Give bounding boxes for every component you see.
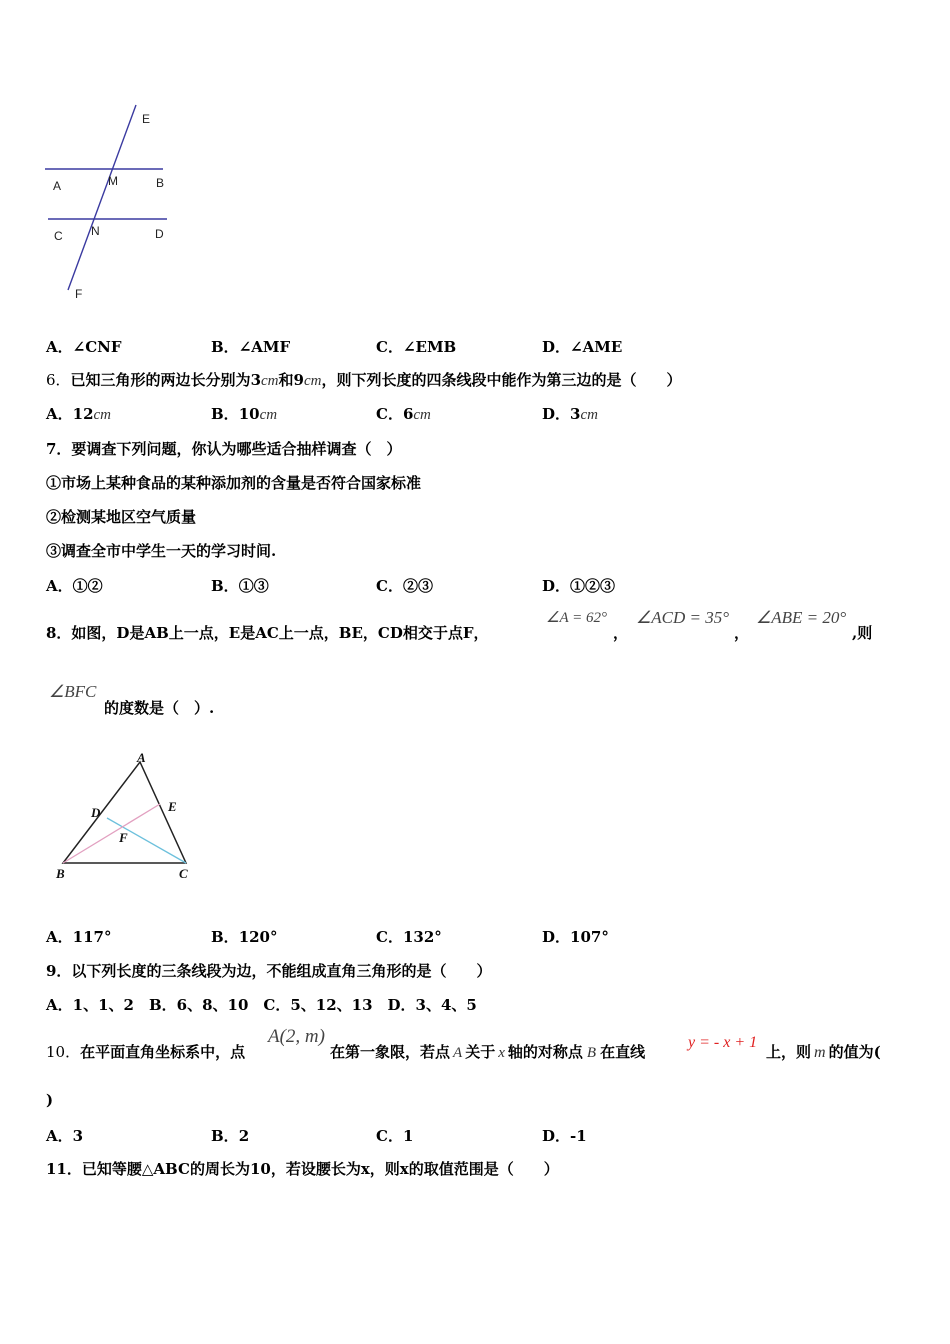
q7-option-d[interactable]: D．①②③: [542, 577, 616, 595]
q7-option-c[interactable]: C．②③: [376, 577, 433, 595]
q8-sep-2: ，: [734, 624, 750, 642]
q6-option-b[interactable]: B．10cm: [211, 405, 278, 423]
q9-options[interactable]: A．1、1、2 B．6、8、10 C．5、12、13 D．3、4、5: [46, 996, 477, 1014]
q5-option-b[interactable]: B．∠AMF: [211, 338, 291, 356]
q10-option-d[interactable]: D．-1: [542, 1127, 587, 1145]
label-b: B: [56, 866, 65, 881]
q10-option-b[interactable]: B．2: [211, 1127, 250, 1145]
transversal-ef: [68, 105, 136, 290]
q10-point-a: A(2, m): [268, 1026, 325, 1047]
label-f: F: [75, 287, 83, 301]
label-c: C: [54, 229, 63, 243]
q10-option-c[interactable]: C．1: [376, 1127, 414, 1145]
q6-stem: 6．已知三角形的两边长分别为3cm和9cm，则下列长度的四条线段中能作为第三边的是（ ）: [46, 371, 682, 389]
q8-then: ,则: [852, 624, 873, 642]
q6-option-a[interactable]: A．12cm: [46, 405, 112, 423]
label-a: A: [53, 179, 62, 193]
label-c: C: [179, 866, 188, 881]
label-e: E: [168, 799, 177, 814]
q9-stem: 9．以下列长度的三条线段为边，不能组成直角三角形的是（ ）: [46, 962, 492, 980]
label-b: B: [156, 176, 165, 190]
label-m: M: [108, 174, 118, 188]
q10-close-paren: ): [46, 1091, 54, 1109]
q8-sep-1: ，: [613, 624, 629, 642]
q8-option-d[interactable]: D．107°: [542, 928, 609, 946]
q8-stem: 8．如图，D是AB上一点，E是AC上一点，BE，CD相交于点F，: [46, 624, 489, 642]
q6-option-d[interactable]: D．3cm: [542, 405, 598, 423]
q8-option-a[interactable]: A．117°: [46, 928, 112, 946]
q8-tail: 的度数是（ ）.: [104, 699, 215, 717]
q7-item-3: ③调查全市中学生一天的学习时间.: [46, 542, 277, 560]
q5-option-c[interactable]: C．∠EMB: [376, 338, 457, 356]
label-e: E: [142, 112, 151, 126]
q8-angle-acd: ∠ACD = 35°: [636, 608, 730, 627]
q7-item-2: ②检测某地区空气质量: [46, 508, 197, 526]
q6-option-c[interactable]: C．6cm: [376, 405, 431, 423]
q5-option-d[interactable]: D．∠AME: [542, 338, 623, 356]
q11-stem: 11．已知等腰△ABC的周长为10，若设腰长为x，则x的取值范围是（ ）: [46, 1160, 559, 1178]
q10-line-equation: y = - x + 1: [688, 1034, 758, 1051]
q8-option-b[interactable]: B．120°: [211, 928, 278, 946]
q7-option-a[interactable]: A．①②: [46, 577, 103, 595]
q8-angle-a: ∠A = 62°: [546, 610, 607, 626]
q10-stem-2: 在第一象限，若点 A 关于 x 轴的对称点 B 在直线: [330, 1043, 646, 1061]
q7-stem: 7．要调查下列问题，你认为哪些适合抽样调查（ ）: [46, 440, 402, 458]
q8-angle-bfc: ∠BFC: [49, 682, 97, 701]
q10-option-a[interactable]: A．3: [46, 1127, 84, 1145]
label-n: N: [91, 224, 100, 238]
q8-angle-abe: ∠ABE = 20°: [756, 608, 847, 627]
q7-item-1: ①市场上某种食品的某种添加剂的含量是否符合国家标准: [46, 474, 422, 492]
q5-option-a[interactable]: A．∠CNF: [46, 338, 122, 356]
q8-option-c[interactable]: C．132°: [376, 928, 442, 946]
q10-stem-3: 上，则 m 的值为(: [766, 1043, 881, 1061]
segment-be: [63, 804, 160, 863]
label-f: F: [119, 830, 128, 845]
label-d: D: [91, 805, 101, 820]
triangle-figure: [48, 748, 198, 888]
label-a: A: [137, 750, 146, 765]
q7-option-b[interactable]: B．①③: [211, 577, 269, 595]
q10-stem: 10．在平面直角坐标系中，点: [46, 1043, 246, 1061]
label-d: D: [155, 227, 164, 241]
parallel-lines-figure: [40, 100, 180, 305]
